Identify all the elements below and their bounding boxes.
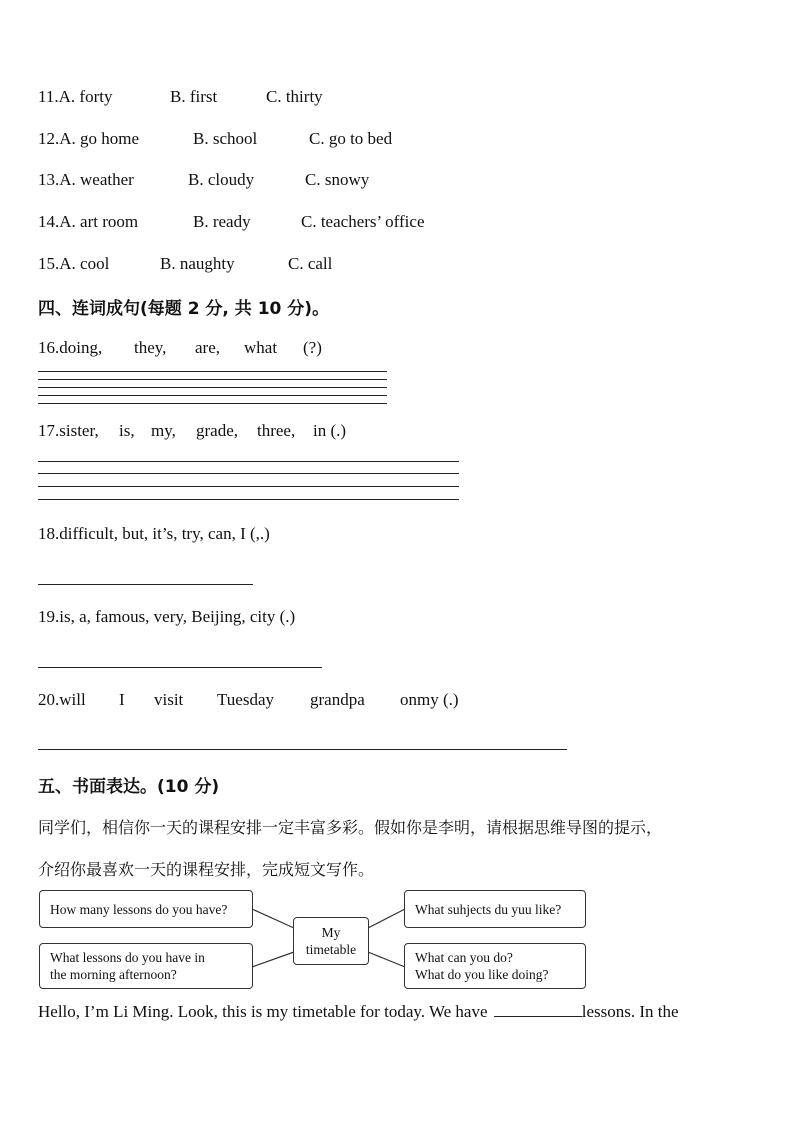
word: (?) — [303, 338, 322, 357]
option-b: B. naughty — [160, 254, 235, 273]
word: grade, — [196, 421, 239, 440]
question-number: 14. — [38, 212, 60, 231]
mindmap-text-line: timetable — [305, 942, 357, 957]
word: what — [244, 338, 278, 357]
option-a: A. forty — [58, 87, 113, 106]
mindmap-text-line: What lessons do you have in — [50, 950, 205, 965]
word: in (.) — [313, 421, 347, 440]
word: Tuesday — [217, 690, 274, 709]
word: doing, — [59, 338, 103, 357]
word: sister, — [59, 421, 99, 440]
writing-prompt-line-2: 介绍你最喜欢一天的课程安排，完成短文写作。 — [38, 860, 375, 879]
mindmap-box-activities — [404, 943, 586, 989]
mindmap-box-lessons-time — [39, 943, 253, 989]
word: will — [59, 690, 86, 709]
essay-text-end: lessons. In the — [581, 1002, 679, 1021]
option-a: A. art room — [59, 212, 139, 231]
option-c: C. call — [288, 254, 333, 273]
option-c: C. teachers’ office — [301, 212, 425, 231]
question-number: 16. — [38, 338, 60, 357]
essay-blank[interactable] — [494, 1002, 582, 1017]
mindmap-center-text — [306, 924, 356, 958]
option-b: B. first — [170, 87, 218, 106]
question-number: 17. — [38, 421, 60, 440]
option-c: C. thirty — [266, 87, 323, 106]
mindmap-text-line: the morning afternoon? — [50, 967, 177, 982]
option-b: B. school — [193, 129, 258, 148]
option-c: C. snowy — [305, 170, 370, 189]
mindmap-text: How many lessons do you have? — [50, 901, 228, 917]
mindmap-text-line: What can you do? — [415, 950, 513, 965]
option-c: C. go to bed — [309, 129, 393, 148]
option-a: A. cool — [59, 254, 110, 273]
option-a: A. go home — [59, 129, 140, 148]
option-b: B. cloudy — [188, 170, 255, 189]
question-number: 15. — [38, 254, 60, 273]
word: are, — [195, 338, 221, 357]
question-text: difficult, but, it’s, try, can, I (,.) — [59, 524, 270, 543]
mindmap-center-timetable — [293, 917, 369, 965]
word: I — [119, 690, 125, 709]
essay-line — [38, 1002, 679, 1022]
question-number: 18. — [38, 524, 60, 543]
question-text: is, a, famous, very, Beijing, city (.) — [59, 607, 296, 626]
mindmap-box-lessons-count — [39, 890, 253, 928]
mindmap-text — [415, 949, 548, 983]
option-a: A. weather — [59, 170, 134, 189]
word: is, — [119, 421, 135, 440]
section-4-title: 四、连词成句(每题 2 分, 共 10 分)。 — [38, 299, 330, 319]
question-number: 12. — [38, 129, 60, 148]
word: three, — [257, 421, 296, 440]
question-number: 20. — [38, 690, 60, 709]
question-number: 11. — [38, 87, 59, 106]
mindmap-text — [50, 949, 205, 983]
word: visit — [154, 690, 184, 709]
section-5-title: 五、书面表达。(10 分) — [38, 777, 220, 797]
question-number: 19. — [38, 607, 60, 626]
word: they, — [134, 338, 167, 357]
writing-prompt-line-1: 同学们，相信你一天的课程安排一定丰富多彩。假如你是李明，请根据思维导图的提示， — [38, 818, 663, 837]
question-number: 13. — [38, 170, 60, 189]
mindmap-text-line: My — [321, 925, 341, 940]
word: onmy (.) — [400, 690, 459, 709]
mindmap-text-line: What do you like doing? — [415, 967, 549, 982]
word: grandpa — [310, 690, 365, 709]
mindmap-box-subjects — [404, 890, 586, 928]
mindmap-text: What suhjects du yuu like? — [415, 901, 562, 917]
option-b: B. ready — [193, 212, 251, 231]
essay-text-start: Hello, I’m Li Ming. Look, this is my timetable for today. We have — [38, 1002, 488, 1021]
word: my, — [151, 421, 176, 440]
